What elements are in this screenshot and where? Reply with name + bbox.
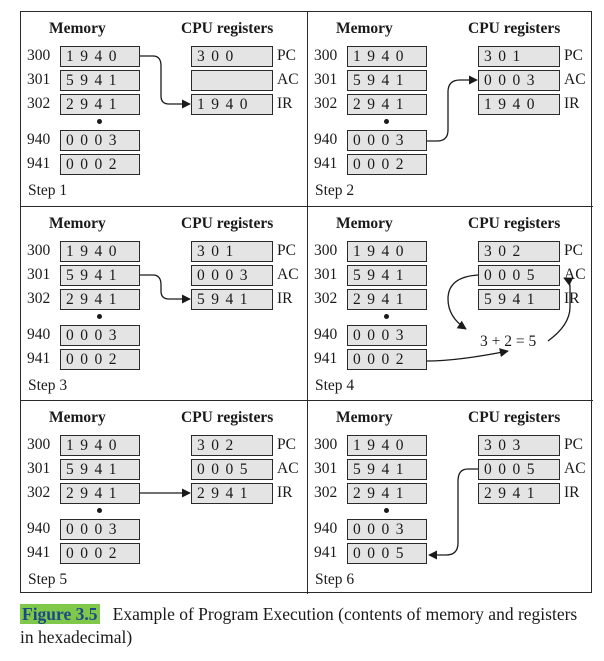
program-execution-diagram: [20, 11, 592, 593]
memory-cell: 5941: [347, 265, 427, 286]
cpu-registers-heading: CPU registers: [181, 409, 274, 426]
memory-cell: 2941: [60, 94, 140, 115]
data-flow-arrows: [21, 12, 307, 206]
memory-cell: 2941: [60, 483, 140, 504]
memory-address: 302: [27, 95, 51, 112]
pc-register: 300: [191, 46, 273, 67]
pc-register-label: PC: [564, 242, 583, 259]
pc-register: 301: [191, 241, 273, 262]
figure-label: Figure 3.5: [22, 604, 98, 624]
ac-register: 0005: [478, 459, 560, 480]
step-panel-6: [307, 400, 593, 594]
memory-address: 300: [314, 47, 338, 64]
ir-register-label: IR: [564, 484, 580, 501]
memory-address: 301: [27, 71, 51, 88]
ir-register: 2941: [478, 483, 560, 504]
ac-register-label: AC: [564, 266, 586, 283]
data-flow-arrows: [21, 401, 307, 595]
step-label: Step 4: [315, 377, 355, 394]
memory-cell: 2941: [347, 483, 427, 504]
ir-register: 1940: [478, 94, 560, 115]
memory-address: 302: [314, 95, 338, 112]
ac-register: 0003: [478, 70, 560, 91]
ac-to-sum-arrow: [448, 275, 478, 329]
memory-address: 301: [27, 460, 51, 477]
step-panel-1: [21, 12, 307, 206]
ac-to-memory-arrow: [429, 469, 478, 555]
memory-cell: 5941: [347, 459, 427, 480]
memory-address: 941: [27, 544, 51, 561]
sum-to-ac-arrow: [548, 278, 570, 341]
ir-register-label: IR: [277, 290, 293, 307]
memory-cell: 1940: [347, 435, 427, 456]
memory-cell: 0003: [60, 325, 140, 346]
memory-address: 300: [27, 242, 51, 259]
data-flow-arrows: [21, 207, 307, 401]
memory-to-ac-arrow: [427, 80, 477, 141]
memory-address: 940: [314, 131, 338, 148]
step-label: Step 3: [28, 377, 68, 394]
step-panel-3: [21, 206, 307, 400]
ac-register: 0003: [191, 265, 273, 286]
pc-register: 301: [478, 46, 560, 67]
memory-cell: 0002: [60, 154, 140, 175]
ir-register: 5941: [191, 289, 273, 310]
step-panel-2: [307, 12, 593, 206]
memory-address: 302: [27, 484, 51, 501]
memory-cell: 5941: [60, 70, 140, 91]
cpu-registers-heading: CPU registers: [181, 20, 274, 37]
memory-cell: 0002: [60, 349, 140, 370]
memory-to-sum-arrow: [427, 351, 508, 361]
ac-register: 0005: [191, 459, 273, 480]
pc-register: 302: [478, 241, 560, 262]
memory-address: 940: [27, 520, 51, 537]
memory-cell: 0002: [60, 543, 140, 564]
memory-address: 941: [27, 155, 51, 172]
memory-address: 300: [27, 436, 51, 453]
figure-caption-text: Example of Program Execution (contents of memory and registers in hexadecimal): [20, 604, 578, 647]
memory-to-ir-arrow: [140, 56, 190, 104]
memory-cell: 1940: [347, 241, 427, 262]
memory-address: 300: [314, 242, 338, 259]
memory-address: 941: [314, 350, 338, 367]
pc-register-label: PC: [277, 242, 296, 259]
memory-address: 940: [27, 131, 51, 148]
memory-cell: 0003: [60, 130, 140, 151]
step-panel-5: [21, 400, 307, 594]
memory-heading: Memory: [336, 409, 393, 426]
memory-heading: Memory: [49, 409, 106, 426]
memory-cell: 0002: [347, 349, 427, 370]
memory-address: 301: [314, 71, 338, 88]
memory-address: 300: [314, 436, 338, 453]
pc-register-label: PC: [277, 47, 296, 64]
memory-address: 301: [27, 266, 51, 283]
ir-register: 1940: [191, 94, 273, 115]
memory-cell: 5941: [60, 265, 140, 286]
step-label: Step 5: [28, 571, 68, 588]
pc-register: 303: [478, 435, 560, 456]
memory-address: 302: [314, 484, 338, 501]
memory-address: 302: [314, 290, 338, 307]
ac-register-label: AC: [277, 460, 299, 477]
memory-heading: Memory: [336, 215, 393, 232]
memory-address: 301: [314, 266, 338, 283]
memory-address: 940: [314, 326, 338, 343]
ir-register-label: IR: [277, 484, 293, 501]
memory-cell: 2941: [347, 94, 427, 115]
ac-register: 0005: [478, 265, 560, 286]
step-panel-4: [307, 206, 593, 400]
ir-register: 5941: [478, 289, 560, 310]
memory-cell: 0002: [347, 154, 427, 175]
pc-register-label: PC: [564, 47, 583, 64]
memory-cell: 0003: [60, 519, 140, 540]
memory-cell: 0003: [347, 130, 427, 151]
data-flow-arrows: [308, 401, 594, 595]
memory-cell: 5941: [60, 459, 140, 480]
memory-heading: Memory: [49, 20, 106, 37]
ir-register-label: IR: [564, 290, 580, 307]
figure-caption: [20, 603, 595, 649]
memory-cell: 1940: [347, 46, 427, 67]
ac-register-label: AC: [277, 266, 299, 283]
ir-register-label: IR: [277, 95, 293, 112]
memory-cell: 0003: [347, 325, 427, 346]
data-flow-arrows: [308, 12, 594, 206]
memory-cell: 2941: [347, 289, 427, 310]
memory-cell: 1940: [60, 241, 140, 262]
pc-register-label: PC: [564, 436, 583, 453]
ir-register: 2941: [191, 483, 273, 504]
memory-address: 300: [27, 47, 51, 64]
step-label: Step 2: [315, 182, 355, 199]
memory-cell: 1940: [60, 435, 140, 456]
memory-cell: 5941: [347, 70, 427, 91]
memory-heading: Memory: [336, 20, 393, 37]
pc-register-label: PC: [277, 436, 296, 453]
cpu-registers-heading: CPU registers: [181, 215, 274, 232]
memory-cell: 2941: [60, 289, 140, 310]
ac-register-label: AC: [564, 460, 586, 477]
ac-register-label: AC: [277, 71, 299, 88]
ac-register-label: AC: [564, 71, 586, 88]
addition-equation: 3 + 2 = 5: [480, 333, 537, 350]
memory-cell: 0003: [347, 519, 427, 540]
memory-address: 301: [314, 460, 338, 477]
memory-to-ir-arrow: [140, 275, 190, 299]
memory-cell: 1940: [60, 46, 140, 67]
memory-address: 941: [27, 350, 51, 367]
cpu-registers-heading: CPU registers: [468, 215, 561, 232]
step-label: Step 6: [315, 571, 355, 588]
memory-cell: 0005: [347, 543, 427, 564]
memory-address: 941: [314, 544, 338, 561]
step-label: Step 1: [28, 182, 68, 199]
memory-address: 940: [27, 326, 51, 343]
cpu-registers-heading: CPU registers: [468, 20, 561, 37]
cpu-registers-heading: CPU registers: [468, 409, 561, 426]
ir-register-label: IR: [564, 95, 580, 112]
pc-register: 302: [191, 435, 273, 456]
memory-heading: Memory: [49, 215, 106, 232]
memory-address: 940: [314, 520, 338, 537]
data-flow-arrows: [308, 207, 594, 401]
memory-address: 941: [314, 155, 338, 172]
memory-address: 302: [27, 290, 51, 307]
